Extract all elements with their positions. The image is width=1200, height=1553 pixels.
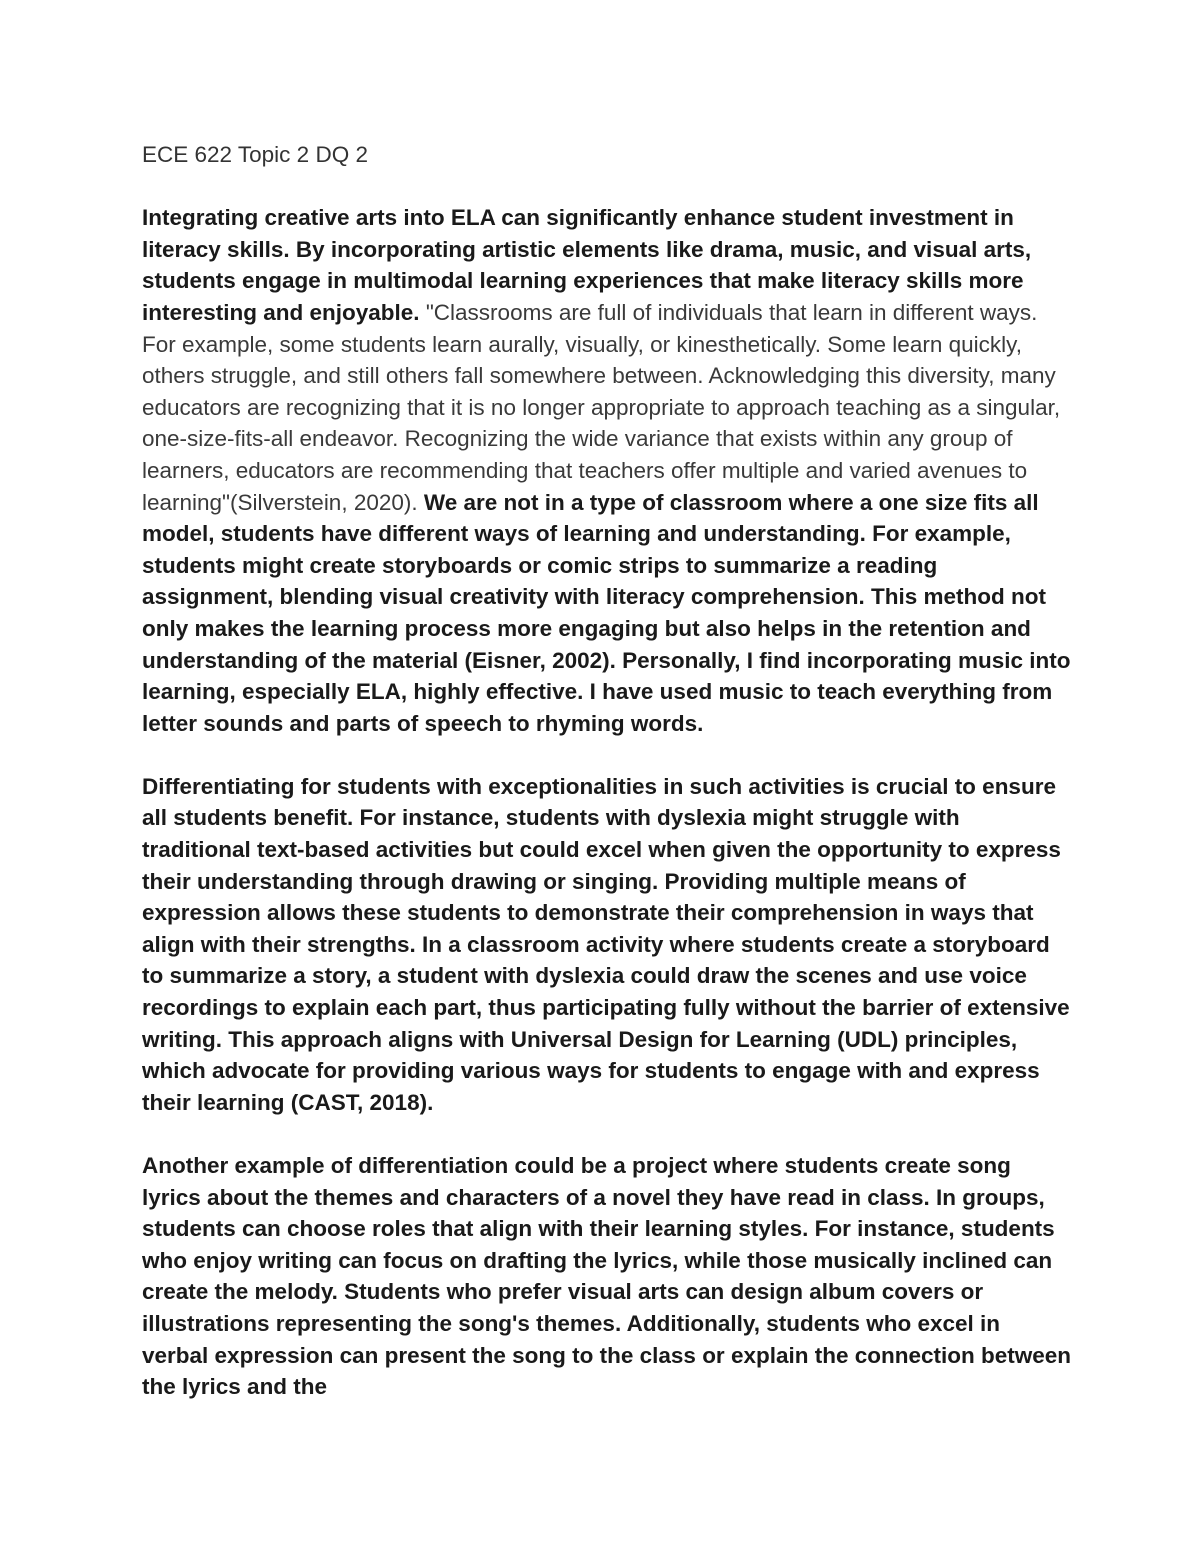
document-title: ECE 622 Topic 2 DQ 2 — [142, 142, 368, 167]
paragraph-1-intro-text: Integrating creative arts into ELA can significantly enhance student investment in literacy skills. By incorporating artistic elements like drama, music, and visual arts, students engage in multimodal learning experiences that make literacy skills more interesting and enjoyable. — [142, 205, 1032, 325]
paragraph-2-text: Differentiating for students with exceptionalities in such activities is crucial to ensure all students benefit. For instance, students with dyslexia might struggle with traditional text-based activities but could excel when given the opportunity to express their understanding through drawing or singing. Providing multiple means of expression allows these students to demonstrate their comprehension in ways that align with their strengths. In a classroom activity where students create a storyboard to summarize a story, a student with dyslexia could draw the scenes and use voice recordings to explain each part, thus participating fully without the barrier of extensive writing. This approach aligns with Universal Design for Learning (UDL) principles, which advocate for providing various ways for students to engage with and express their learning (CAST, 2018). — [142, 773, 1070, 1115]
paragraph-1-quotation: "Classrooms are full of individuals that learn in different ways. For example, some students learn aurally, visually, or kinesthetically. Some learn quickly, others struggle, and still others fall somewhere between. Acknowledging this diversity, many educators are recognizing that it is no longer appropriate to approach teaching as a singular, one-size-fits-all endeavor. Recognizing the wide variance that exists within any group of learners, educators are recommending that teachers offer multiple and varied avenues to learning"(Silverstein, 2020). — [142, 299, 1061, 515]
paragraph-3-text: Another example of differentiation could be a project where students create song lyrics about the themes and characters of a novel they have read in class. In groups, students can choose roles that align with their learning styles. For instance, students who enjoy writing can focus on drafting the lyrics, while those musically inclined can create the melody. Students who prefer visual arts can design album covers or illustrations representing the song's themes. Additionally, students who excel in verbal expression can present the song to the class or explain the connection between the lyrics and the — [142, 1153, 1072, 1400]
paragraph-2 — [142, 771, 1072, 1119]
paragraph-1 — [142, 202, 1072, 739]
paragraph-1-closing-text: We are not in a type of classroom where a one size fits all model, students have different ways of learning and understanding. For example, students might create storyboards or comic strips to summarize a reading assignment, blending visual creativity with literacy comprehension. This method not only makes the learning process more engaging but also helps in the retention and understanding of the material (Eisner, 2002). Personally, I find incorporating music into learning, especially ELA, highly effective. I have used music to teach everything from letter sounds and parts of speech to rhyming words. — [142, 489, 1071, 736]
document-body — [142, 139, 1072, 1434]
paragraph-3 — [142, 1150, 1072, 1403]
